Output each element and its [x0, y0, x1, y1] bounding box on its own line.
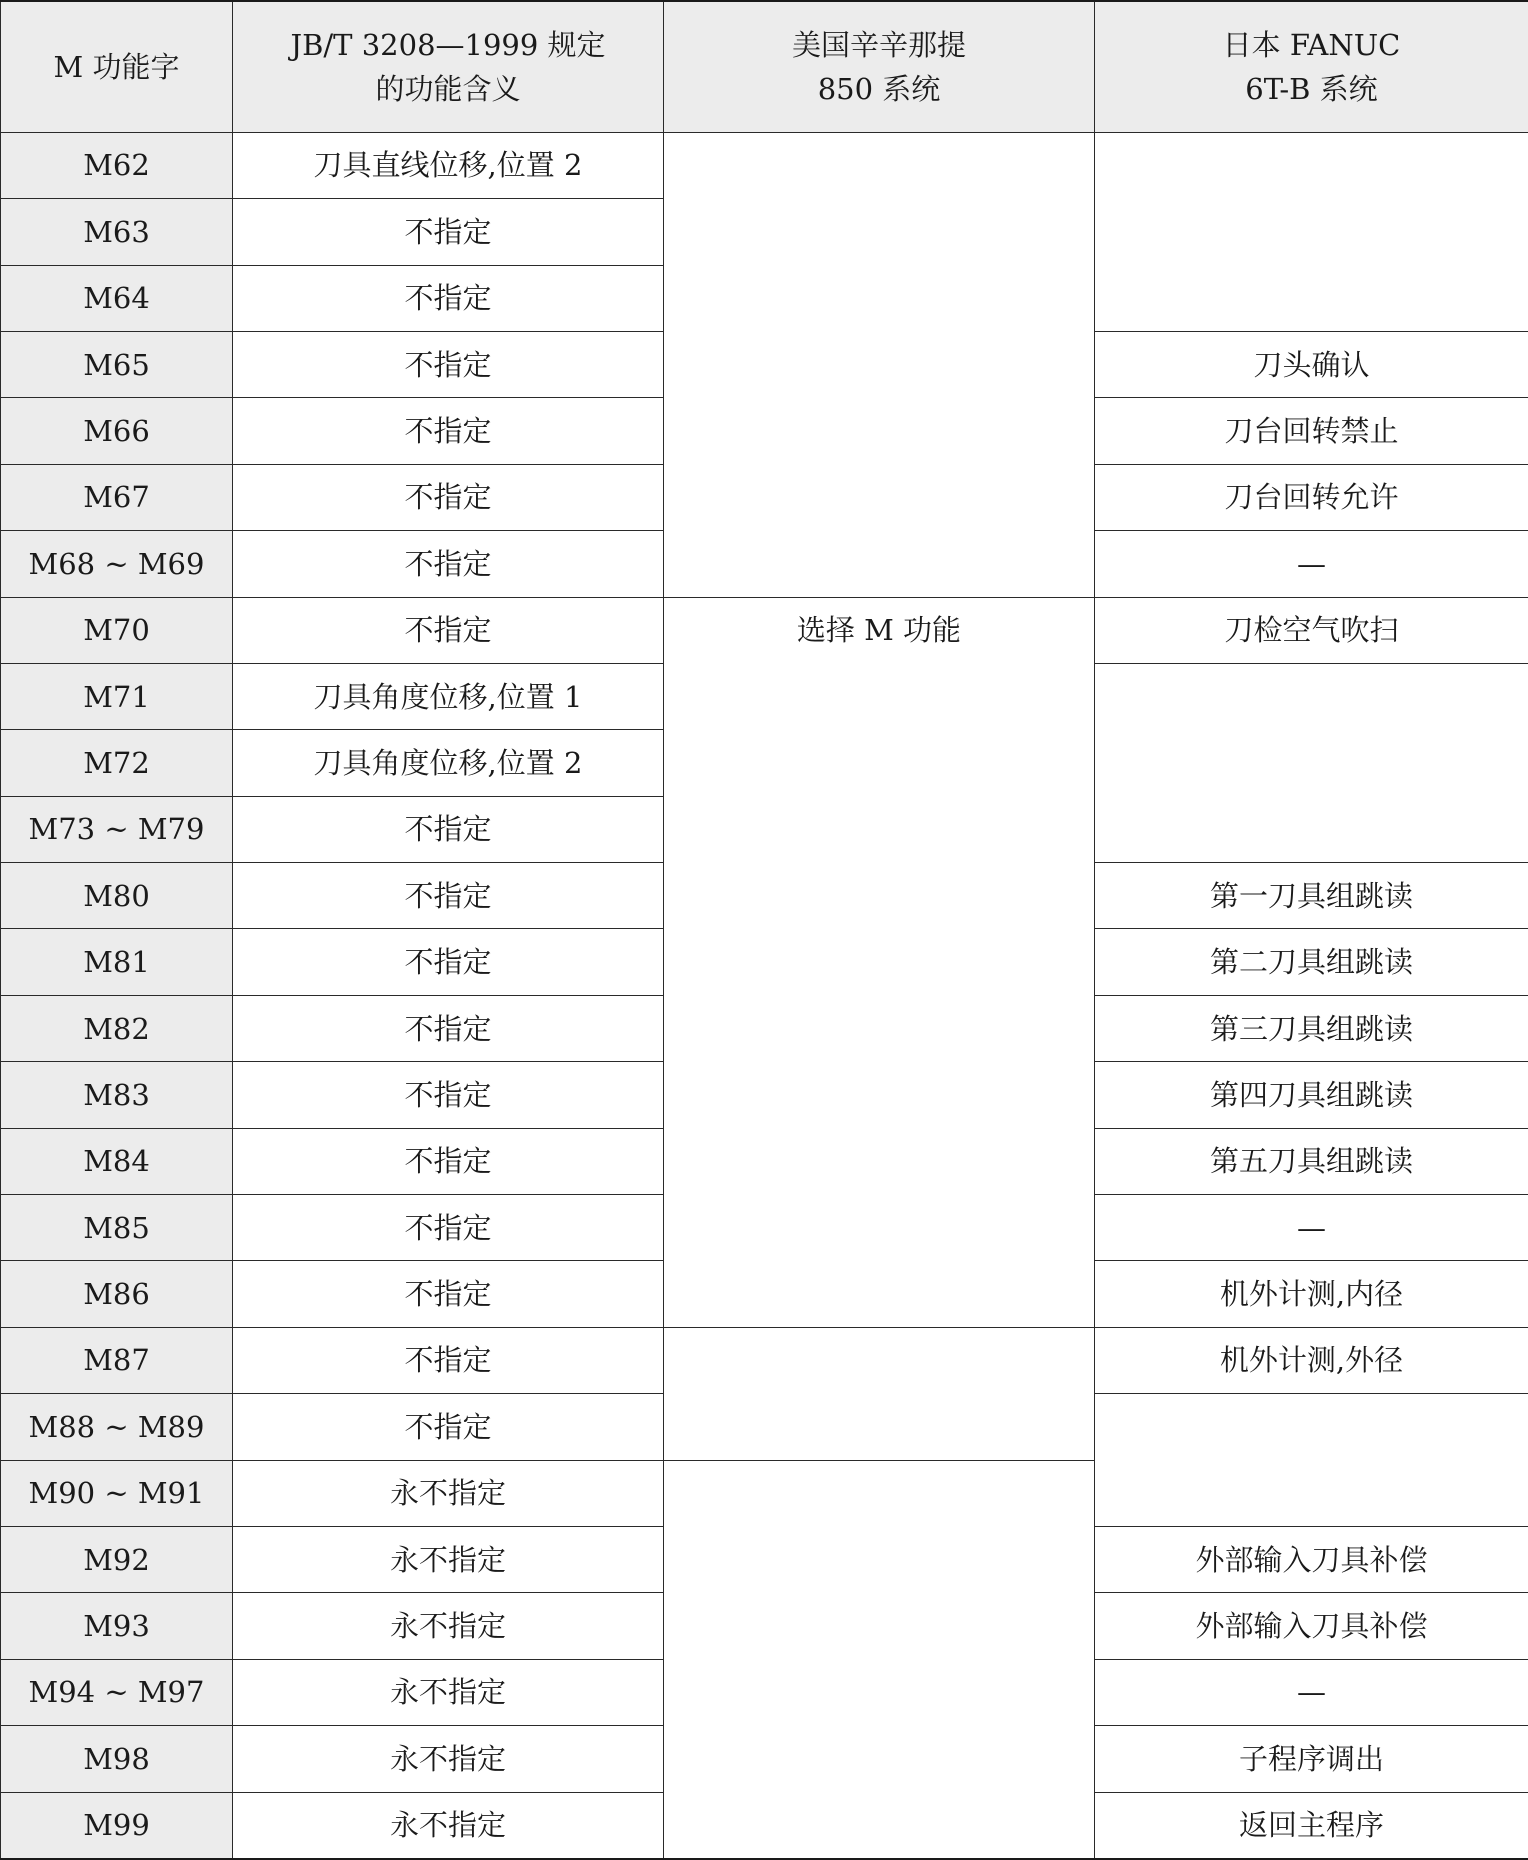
jb-meaning-cell: 不指定 — [233, 597, 664, 663]
m-code-cell: M73 ~ M79 — [1, 796, 233, 862]
jb-meaning-cell: 不指定 — [233, 265, 664, 331]
m-code-cell: M94 ~ M97 — [1, 1659, 233, 1725]
jb-meaning-cell: 刀具角度位移,位置 1 — [233, 663, 664, 729]
m-code-cell: M64 — [1, 265, 233, 331]
m-code-cell: M88 ~ M89 — [1, 1394, 233, 1460]
fanuc-cell: 子程序调出 — [1095, 1726, 1528, 1792]
fanuc-cell: 机外计测,外径 — [1095, 1327, 1528, 1393]
m-code-cell: M62 — [1, 132, 233, 198]
fanuc-cell: 返回主程序 — [1095, 1792, 1528, 1859]
header-m-code-label: M 功能字 — [53, 49, 180, 84]
jb-meaning-cell: 不指定 — [233, 1394, 664, 1460]
header-fanuc-line1: 日本 FANUC — [1222, 27, 1401, 62]
jb-meaning-cell: 不指定 — [233, 331, 664, 397]
m-code-cell: M70 — [1, 597, 233, 663]
jb-meaning-cell: 不指定 — [233, 1261, 664, 1327]
fanuc-cell: 第四刀具组跳读 — [1095, 1062, 1528, 1128]
cincinnati-select-m-function: 选择 M 功能 — [664, 597, 1095, 1327]
jb-meaning-cell: 永不指定 — [233, 1659, 664, 1725]
m-code-cell: M93 — [1, 1593, 233, 1659]
fanuc-cell: 第三刀具组跳读 — [1095, 995, 1528, 1061]
table-row — [1, 132, 1528, 198]
jb-meaning-cell: 永不指定 — [233, 1526, 664, 1592]
fanuc-cell: 机外计测,内径 — [1095, 1261, 1528, 1327]
m-code-cell: M80 — [1, 863, 233, 929]
header-jb-line2: 的功能含义 — [375, 71, 521, 106]
jb-meaning-cell: 不指定 — [233, 531, 664, 597]
header-jb-line1: JB/T 3208—1999 规定 — [290, 27, 606, 62]
header-m-code — [1, 1, 233, 132]
jb-meaning-cell: 永不指定 — [233, 1726, 664, 1792]
m-code-cell: M90 ~ M91 — [1, 1460, 233, 1526]
m-code-cell: M72 — [1, 730, 233, 796]
m-code-cell: M63 — [1, 199, 233, 265]
jb-meaning-cell: 刀具直线位移,位置 2 — [233, 132, 664, 198]
fanuc-cell: — — [1095, 531, 1528, 597]
m-code-cell: M98 — [1, 1726, 233, 1792]
fanuc-cell: — — [1095, 1659, 1528, 1725]
fanuc-cell: 外部输入刀具补偿 — [1095, 1526, 1528, 1592]
m-code-cell: M81 — [1, 929, 233, 995]
fanuc-empty-block — [1095, 132, 1528, 331]
fanuc-cell: 外部输入刀具补偿 — [1095, 1593, 1528, 1659]
jb-meaning-cell: 不指定 — [233, 1062, 664, 1128]
fanuc-cell: 第二刀具组跳读 — [1095, 929, 1528, 995]
fanuc-cell: 第一刀具组跳读 — [1095, 863, 1528, 929]
jb-meaning-cell: 永不指定 — [233, 1593, 664, 1659]
m-code-cell: M99 — [1, 1792, 233, 1859]
jb-meaning-cell: 不指定 — [233, 1128, 664, 1194]
header-cincinnati — [664, 1, 1095, 132]
fanuc-cell: — — [1095, 1195, 1528, 1261]
fanuc-cell: 刀头确认 — [1095, 331, 1528, 397]
jb-meaning-cell: 不指定 — [233, 796, 664, 862]
table-row — [1, 597, 1528, 663]
jb-meaning-cell: 不指定 — [233, 398, 664, 464]
jb-meaning-cell: 不指定 — [233, 929, 664, 995]
m-code-cell: M85 — [1, 1195, 233, 1261]
m-code-cell: M92 — [1, 1526, 233, 1592]
jb-meaning-cell: 不指定 — [233, 1327, 664, 1393]
jb-meaning-cell: 刀具角度位移,位置 2 — [233, 730, 664, 796]
jb-meaning-cell: 不指定 — [233, 1195, 664, 1261]
jb-meaning-cell: 永不指定 — [233, 1460, 664, 1526]
m-code-cell: M86 — [1, 1261, 233, 1327]
m-code-cell: M71 — [1, 663, 233, 729]
header-fanuc — [1095, 1, 1528, 132]
cincinnati-empty-block — [664, 1327, 1095, 1460]
jb-meaning-cell: 不指定 — [233, 995, 664, 1061]
header-row — [1, 1, 1528, 132]
cincinnati-empty-block — [664, 1460, 1095, 1859]
m-code-cell: M82 — [1, 995, 233, 1061]
fanuc-cell: 刀检空气吹扫 — [1095, 597, 1528, 663]
fanuc-cell: 刀台回转禁止 — [1095, 398, 1528, 464]
jb-meaning-cell: 永不指定 — [233, 1792, 664, 1859]
header-cincinnati-line2: 850 系统 — [817, 71, 941, 106]
cincinnati-empty-block — [664, 132, 1095, 597]
jb-meaning-cell: 不指定 — [233, 199, 664, 265]
m-code-cell: M84 — [1, 1128, 233, 1194]
fanuc-empty-block — [1095, 663, 1528, 862]
header-cincinnati-line1: 美国辛辛那提 — [791, 27, 966, 62]
jb-meaning-cell: 不指定 — [233, 464, 664, 530]
header-jb-standard — [233, 1, 664, 132]
fanuc-cell: 第五刀具组跳读 — [1095, 1128, 1528, 1194]
m-code-cell: M68 ~ M69 — [1, 531, 233, 597]
table-row — [1, 1327, 1528, 1393]
m-code-cell: M87 — [1, 1327, 233, 1393]
m-code-cell: M67 — [1, 464, 233, 530]
fanuc-empty-block — [1095, 1394, 1528, 1527]
header-fanuc-line2: 6T-B 系统 — [1245, 71, 1378, 106]
m-code-cell: M65 — [1, 331, 233, 397]
m-code-cell: M83 — [1, 1062, 233, 1128]
m-code-cell: M66 — [1, 398, 233, 464]
jb-meaning-cell: 不指定 — [233, 863, 664, 929]
fanuc-cell: 刀台回转允许 — [1095, 464, 1528, 530]
